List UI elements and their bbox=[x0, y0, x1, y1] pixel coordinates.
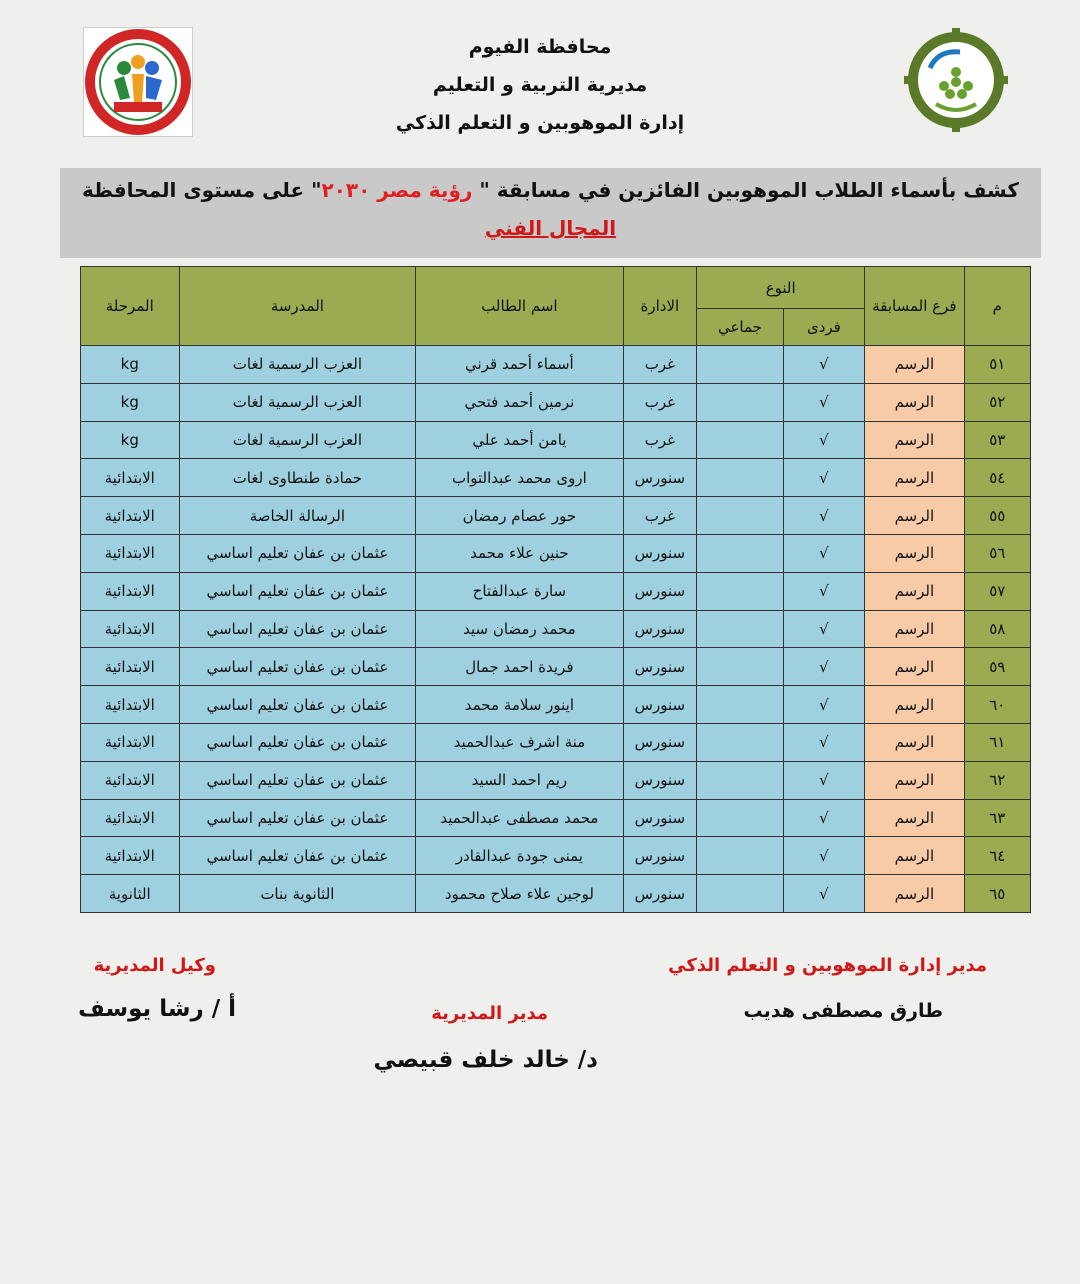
row-num: ٦١ bbox=[964, 723, 1030, 761]
table-row bbox=[81, 723, 1031, 761]
row-school: الرسالة الخاصة bbox=[179, 497, 416, 535]
table-row bbox=[81, 497, 1031, 535]
row-school: عثمان بن عفان تعليم اساسي bbox=[179, 799, 416, 837]
row-stage: kg bbox=[81, 383, 180, 421]
row-num: ٥٤ bbox=[964, 459, 1030, 497]
row-stage: الابتدائية bbox=[81, 610, 180, 648]
row-school: العزب الرسمية لغات bbox=[179, 421, 416, 459]
header-dept: الادارة bbox=[623, 267, 697, 346]
governorate-title: محافظة الفيوم bbox=[468, 36, 612, 58]
row-group bbox=[697, 837, 783, 875]
row-individual: √ bbox=[783, 648, 864, 686]
row-student-name: نرمين أحمد فتحي bbox=[416, 383, 623, 421]
talent-logo bbox=[83, 27, 193, 137]
row-stage: kg bbox=[81, 346, 180, 384]
gear-emblem-icon bbox=[900, 28, 1012, 132]
row-num: ٦٢ bbox=[964, 761, 1030, 799]
row-individual: √ bbox=[783, 686, 864, 724]
table-row bbox=[81, 875, 1031, 913]
row-group bbox=[697, 723, 783, 761]
row-num: ٦٣ bbox=[964, 799, 1030, 837]
row-stage: الابتدائية bbox=[81, 572, 180, 610]
table-row bbox=[81, 761, 1031, 799]
row-dept: سنورس bbox=[623, 837, 697, 875]
row-school: عثمان بن عفان تعليم اساسي bbox=[179, 761, 416, 799]
row-student-name: محمد مصطفى عبدالحميد bbox=[416, 799, 623, 837]
row-branch: الرسم bbox=[865, 686, 964, 724]
row-dept: سنورس bbox=[623, 534, 697, 572]
header-stage: المرحلة bbox=[81, 267, 180, 346]
manager-name: طارق مصطفى هديب bbox=[743, 1000, 943, 1022]
talent-logo-icon bbox=[84, 28, 192, 136]
row-student-name: محمد رمضان سيد bbox=[416, 610, 623, 648]
row-student-name: فريدة احمد جمال bbox=[416, 648, 623, 686]
row-dept: غرب bbox=[623, 383, 697, 421]
row-individual: √ bbox=[783, 799, 864, 837]
row-individual: √ bbox=[783, 346, 864, 384]
row-branch: الرسم bbox=[865, 459, 964, 497]
director-title: مدير المديرية bbox=[431, 1003, 548, 1024]
row-school: الثانوية بنات bbox=[179, 875, 416, 913]
table-row bbox=[81, 572, 1031, 610]
row-student-name: أسماء أحمد قرني bbox=[416, 346, 623, 384]
table-row bbox=[81, 837, 1031, 875]
row-student-name: يمنى جودة عبدالقادر bbox=[416, 837, 623, 875]
title-highlight: رؤية مصر ٢٠٣٠ bbox=[321, 178, 480, 202]
row-school: عثمان بن عفان تعليم اساسي bbox=[179, 534, 416, 572]
row-group bbox=[697, 572, 783, 610]
title-before: كشف بأسماء الطلاب الموهوبين الفائزين في مسابقة " bbox=[479, 178, 1020, 202]
row-stage: الابتدائية bbox=[81, 686, 180, 724]
row-individual: √ bbox=[783, 572, 864, 610]
row-individual: √ bbox=[783, 383, 864, 421]
row-student-name: يامن أحمد علي bbox=[416, 421, 623, 459]
row-dept: سنورس bbox=[623, 723, 697, 761]
row-school: عثمان بن عفان تعليم اساسي bbox=[179, 610, 416, 648]
row-stage: الابتدائية bbox=[81, 648, 180, 686]
row-student-name: سارة عبدالفتاح bbox=[416, 572, 623, 610]
row-dept: سنورس bbox=[623, 459, 697, 497]
row-school: العزب الرسمية لغات bbox=[179, 383, 416, 421]
row-stage: الابتدائية bbox=[81, 799, 180, 837]
deputy-title: وكيل المديرية bbox=[93, 955, 216, 976]
row-dept: سنورس bbox=[623, 610, 697, 648]
row-dept: سنورس bbox=[623, 686, 697, 724]
row-group bbox=[697, 875, 783, 913]
row-student-name: اروى محمد عبدالتواب bbox=[416, 459, 623, 497]
header-num: م bbox=[964, 267, 1030, 346]
title-after: " على مستوى المحافظة bbox=[81, 178, 322, 202]
row-stage: الابتدائية bbox=[81, 723, 180, 761]
row-num: ٥١ bbox=[964, 346, 1030, 384]
row-num: ٥٧ bbox=[964, 572, 1030, 610]
director-name: د/ خالد خلف قبيصي bbox=[373, 1047, 598, 1073]
row-school: العزب الرسمية لغات bbox=[179, 346, 416, 384]
winners-table bbox=[80, 266, 1031, 913]
row-dept: غرب bbox=[623, 421, 697, 459]
row-branch: الرسم bbox=[865, 648, 964, 686]
table-row bbox=[81, 421, 1031, 459]
row-dept: سنورس bbox=[623, 799, 697, 837]
header-group: جماعي bbox=[697, 309, 783, 346]
row-individual: √ bbox=[783, 421, 864, 459]
row-stage: الابتدائية bbox=[81, 459, 180, 497]
row-school: حمادة طنطاوى لغات bbox=[179, 459, 416, 497]
row-dept: غرب bbox=[623, 497, 697, 535]
row-individual: √ bbox=[783, 534, 864, 572]
header-school: المدرسة bbox=[179, 267, 416, 346]
table-row bbox=[81, 383, 1031, 421]
deputy-name: أ / رشا يوسف bbox=[78, 996, 236, 1022]
table-row bbox=[81, 799, 1031, 837]
row-num: ٥٦ bbox=[964, 534, 1030, 572]
row-dept: سنورس bbox=[623, 648, 697, 686]
table-row bbox=[81, 686, 1031, 724]
document-title bbox=[60, 178, 1041, 202]
row-group bbox=[697, 421, 783, 459]
row-dept: سنورس bbox=[623, 761, 697, 799]
field-subtitle: المجال الفني bbox=[484, 216, 617, 240]
row-student-name: ريم احمد السيد bbox=[416, 761, 623, 799]
row-group bbox=[697, 346, 783, 384]
row-num: ٥٣ bbox=[964, 421, 1030, 459]
row-stage: الابتدائية bbox=[81, 534, 180, 572]
row-branch: الرسم bbox=[865, 799, 964, 837]
row-num: ٦٠ bbox=[964, 686, 1030, 724]
row-group bbox=[697, 648, 783, 686]
row-individual: √ bbox=[783, 497, 864, 535]
row-branch: الرسم bbox=[865, 761, 964, 799]
row-stage: الثانوية bbox=[81, 875, 180, 913]
row-student-name: لوجين علاء صلاح محمود bbox=[416, 875, 623, 913]
row-stage: الابتدائية bbox=[81, 837, 180, 875]
row-branch: الرسم bbox=[865, 346, 964, 384]
row-student-name: اينور سلامة محمد bbox=[416, 686, 623, 724]
table-body bbox=[81, 346, 1031, 913]
row-branch: الرسم bbox=[865, 534, 964, 572]
row-group bbox=[697, 534, 783, 572]
row-branch: الرسم bbox=[865, 875, 964, 913]
row-group bbox=[697, 799, 783, 837]
row-school: عثمان بن عفان تعليم اساسي bbox=[179, 572, 416, 610]
row-individual: √ bbox=[783, 761, 864, 799]
row-dept: غرب bbox=[623, 346, 697, 384]
row-individual: √ bbox=[783, 875, 864, 913]
row-num: ٥٢ bbox=[964, 383, 1030, 421]
header-type: النوع bbox=[697, 267, 865, 309]
header-individual: فردى bbox=[783, 309, 864, 346]
manager-title: مدير إدارة الموهوبين و التعلم الذكي bbox=[668, 955, 987, 976]
row-group bbox=[697, 459, 783, 497]
row-student-name: حنين علاء محمد bbox=[416, 534, 623, 572]
row-branch: الرسم bbox=[865, 497, 964, 535]
row-school: عثمان بن عفان تعليم اساسي bbox=[179, 723, 416, 761]
row-group bbox=[697, 761, 783, 799]
row-stage: الابتدائية bbox=[81, 497, 180, 535]
row-group bbox=[697, 383, 783, 421]
row-num: ٦٤ bbox=[964, 837, 1030, 875]
row-student-name: حور عصام رمضان bbox=[416, 497, 623, 535]
row-group bbox=[697, 610, 783, 648]
row-individual: √ bbox=[783, 459, 864, 497]
table-row bbox=[81, 534, 1031, 572]
row-dept: سنورس bbox=[623, 572, 697, 610]
table-row bbox=[81, 346, 1031, 384]
row-branch: الرسم bbox=[865, 610, 964, 648]
row-individual: √ bbox=[783, 610, 864, 648]
header-branch: فرع المسابقة bbox=[865, 267, 964, 346]
row-branch: الرسم bbox=[865, 723, 964, 761]
row-num: ٥٥ bbox=[964, 497, 1030, 535]
row-stage: kg bbox=[81, 421, 180, 459]
row-branch: الرسم bbox=[865, 837, 964, 875]
department-title: إدارة الموهوبين و التعلم الذكي bbox=[395, 112, 685, 134]
table-row bbox=[81, 648, 1031, 686]
directorate-logo bbox=[900, 28, 1012, 132]
row-stage: الابتدائية bbox=[81, 761, 180, 799]
table-row bbox=[81, 459, 1031, 497]
row-num: ٥٨ bbox=[964, 610, 1030, 648]
title-banner bbox=[60, 168, 1041, 258]
row-group bbox=[697, 686, 783, 724]
row-student-name: منة اشرف عبدالحميد bbox=[416, 723, 623, 761]
row-school: عثمان بن عفان تعليم اساسي bbox=[179, 686, 416, 724]
row-dept: سنورس bbox=[623, 875, 697, 913]
row-school: عثمان بن عفان تعليم اساسي bbox=[179, 837, 416, 875]
header-name: اسم الطالب bbox=[416, 267, 623, 346]
row-individual: √ bbox=[783, 837, 864, 875]
row-num: ٥٩ bbox=[964, 648, 1030, 686]
row-branch: الرسم bbox=[865, 383, 964, 421]
row-num: ٦٥ bbox=[964, 875, 1030, 913]
row-branch: الرسم bbox=[865, 572, 964, 610]
row-branch: الرسم bbox=[865, 421, 964, 459]
table-row bbox=[81, 610, 1031, 648]
row-school: عثمان بن عفان تعليم اساسي bbox=[179, 648, 416, 686]
row-group bbox=[697, 497, 783, 535]
directorate-title: مديرية التربية و التعليم bbox=[432, 74, 648, 96]
row-individual: √ bbox=[783, 723, 864, 761]
